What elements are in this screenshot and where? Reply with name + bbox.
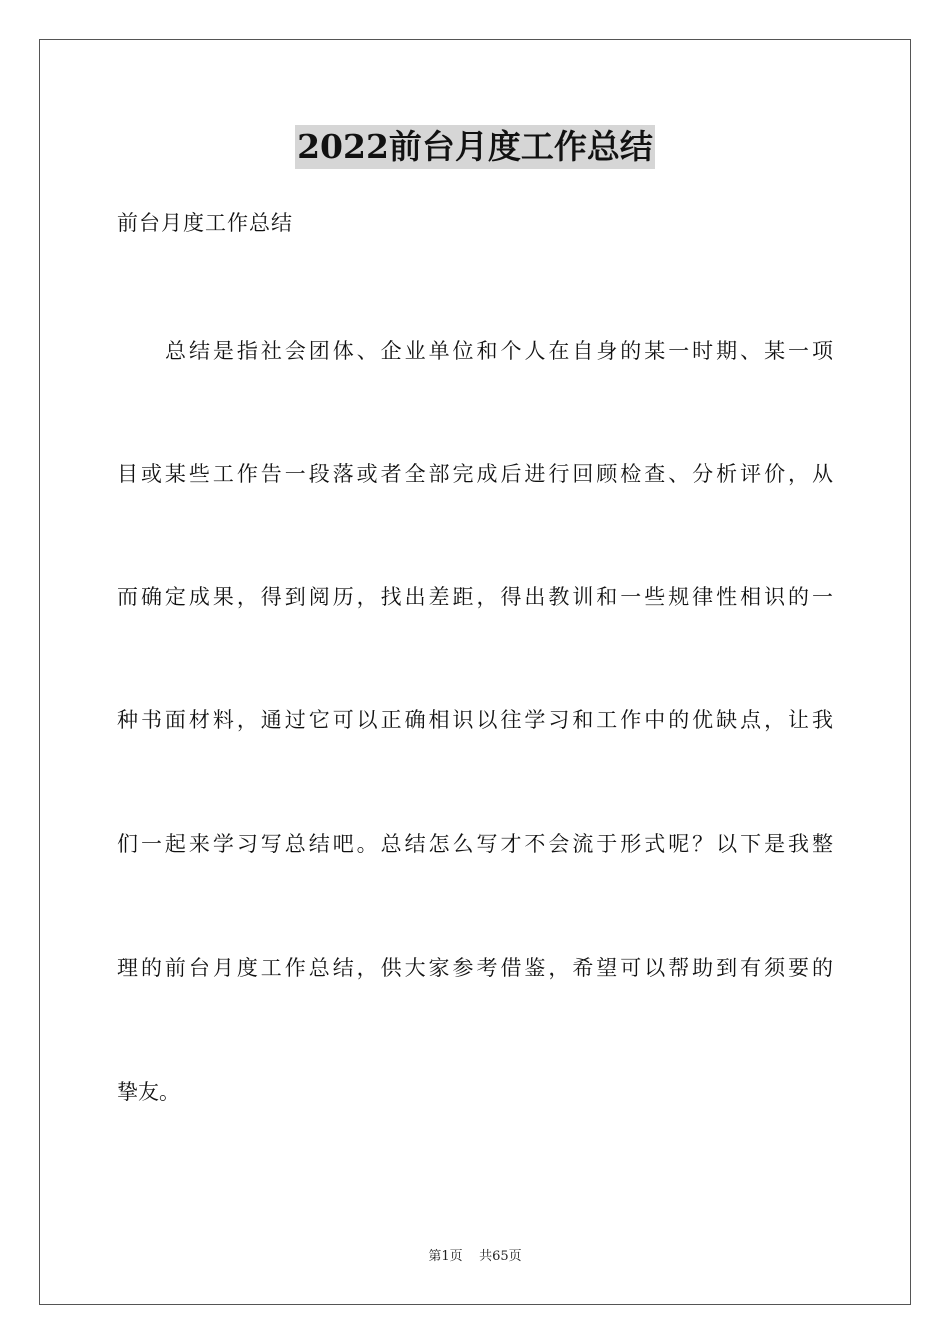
paragraph-line: 种书面材料，通过它可以正确相识以往学习和工作中的优缺点，让我: [117, 708, 833, 732]
document-title: 2022前台月度工作总结: [295, 125, 655, 169]
title-container: [0, 125, 950, 169]
paragraph-line: 挚友。: [117, 1080, 180, 1104]
paragraph-line: 目或某些工作告一段落或者全部完成后进行回顾检查、分析评价，从: [117, 462, 833, 486]
page-footer: [0, 1248, 950, 1266]
paragraph-line: 们一起来学习写总结吧。总结怎么写才不会流于形式呢？以下是我整: [117, 832, 833, 856]
paragraph-line: 而确定成果，得到阅历，找出差距，得出教训和一些规律性相识的一: [117, 585, 833, 609]
document-subtitle: 前台月度工作总结: [117, 211, 293, 235]
paragraph-line: 总结是指社会团体、企业单位和个人在自身的某一时期、某一项: [165, 339, 833, 363]
page-number: 第1页: [428, 1249, 463, 1264]
page-total: 共65页: [479, 1249, 522, 1264]
paragraph-line: 理的前台月度工作总结，供大家参考借鉴，希望可以帮助到有须要的: [117, 956, 833, 980]
